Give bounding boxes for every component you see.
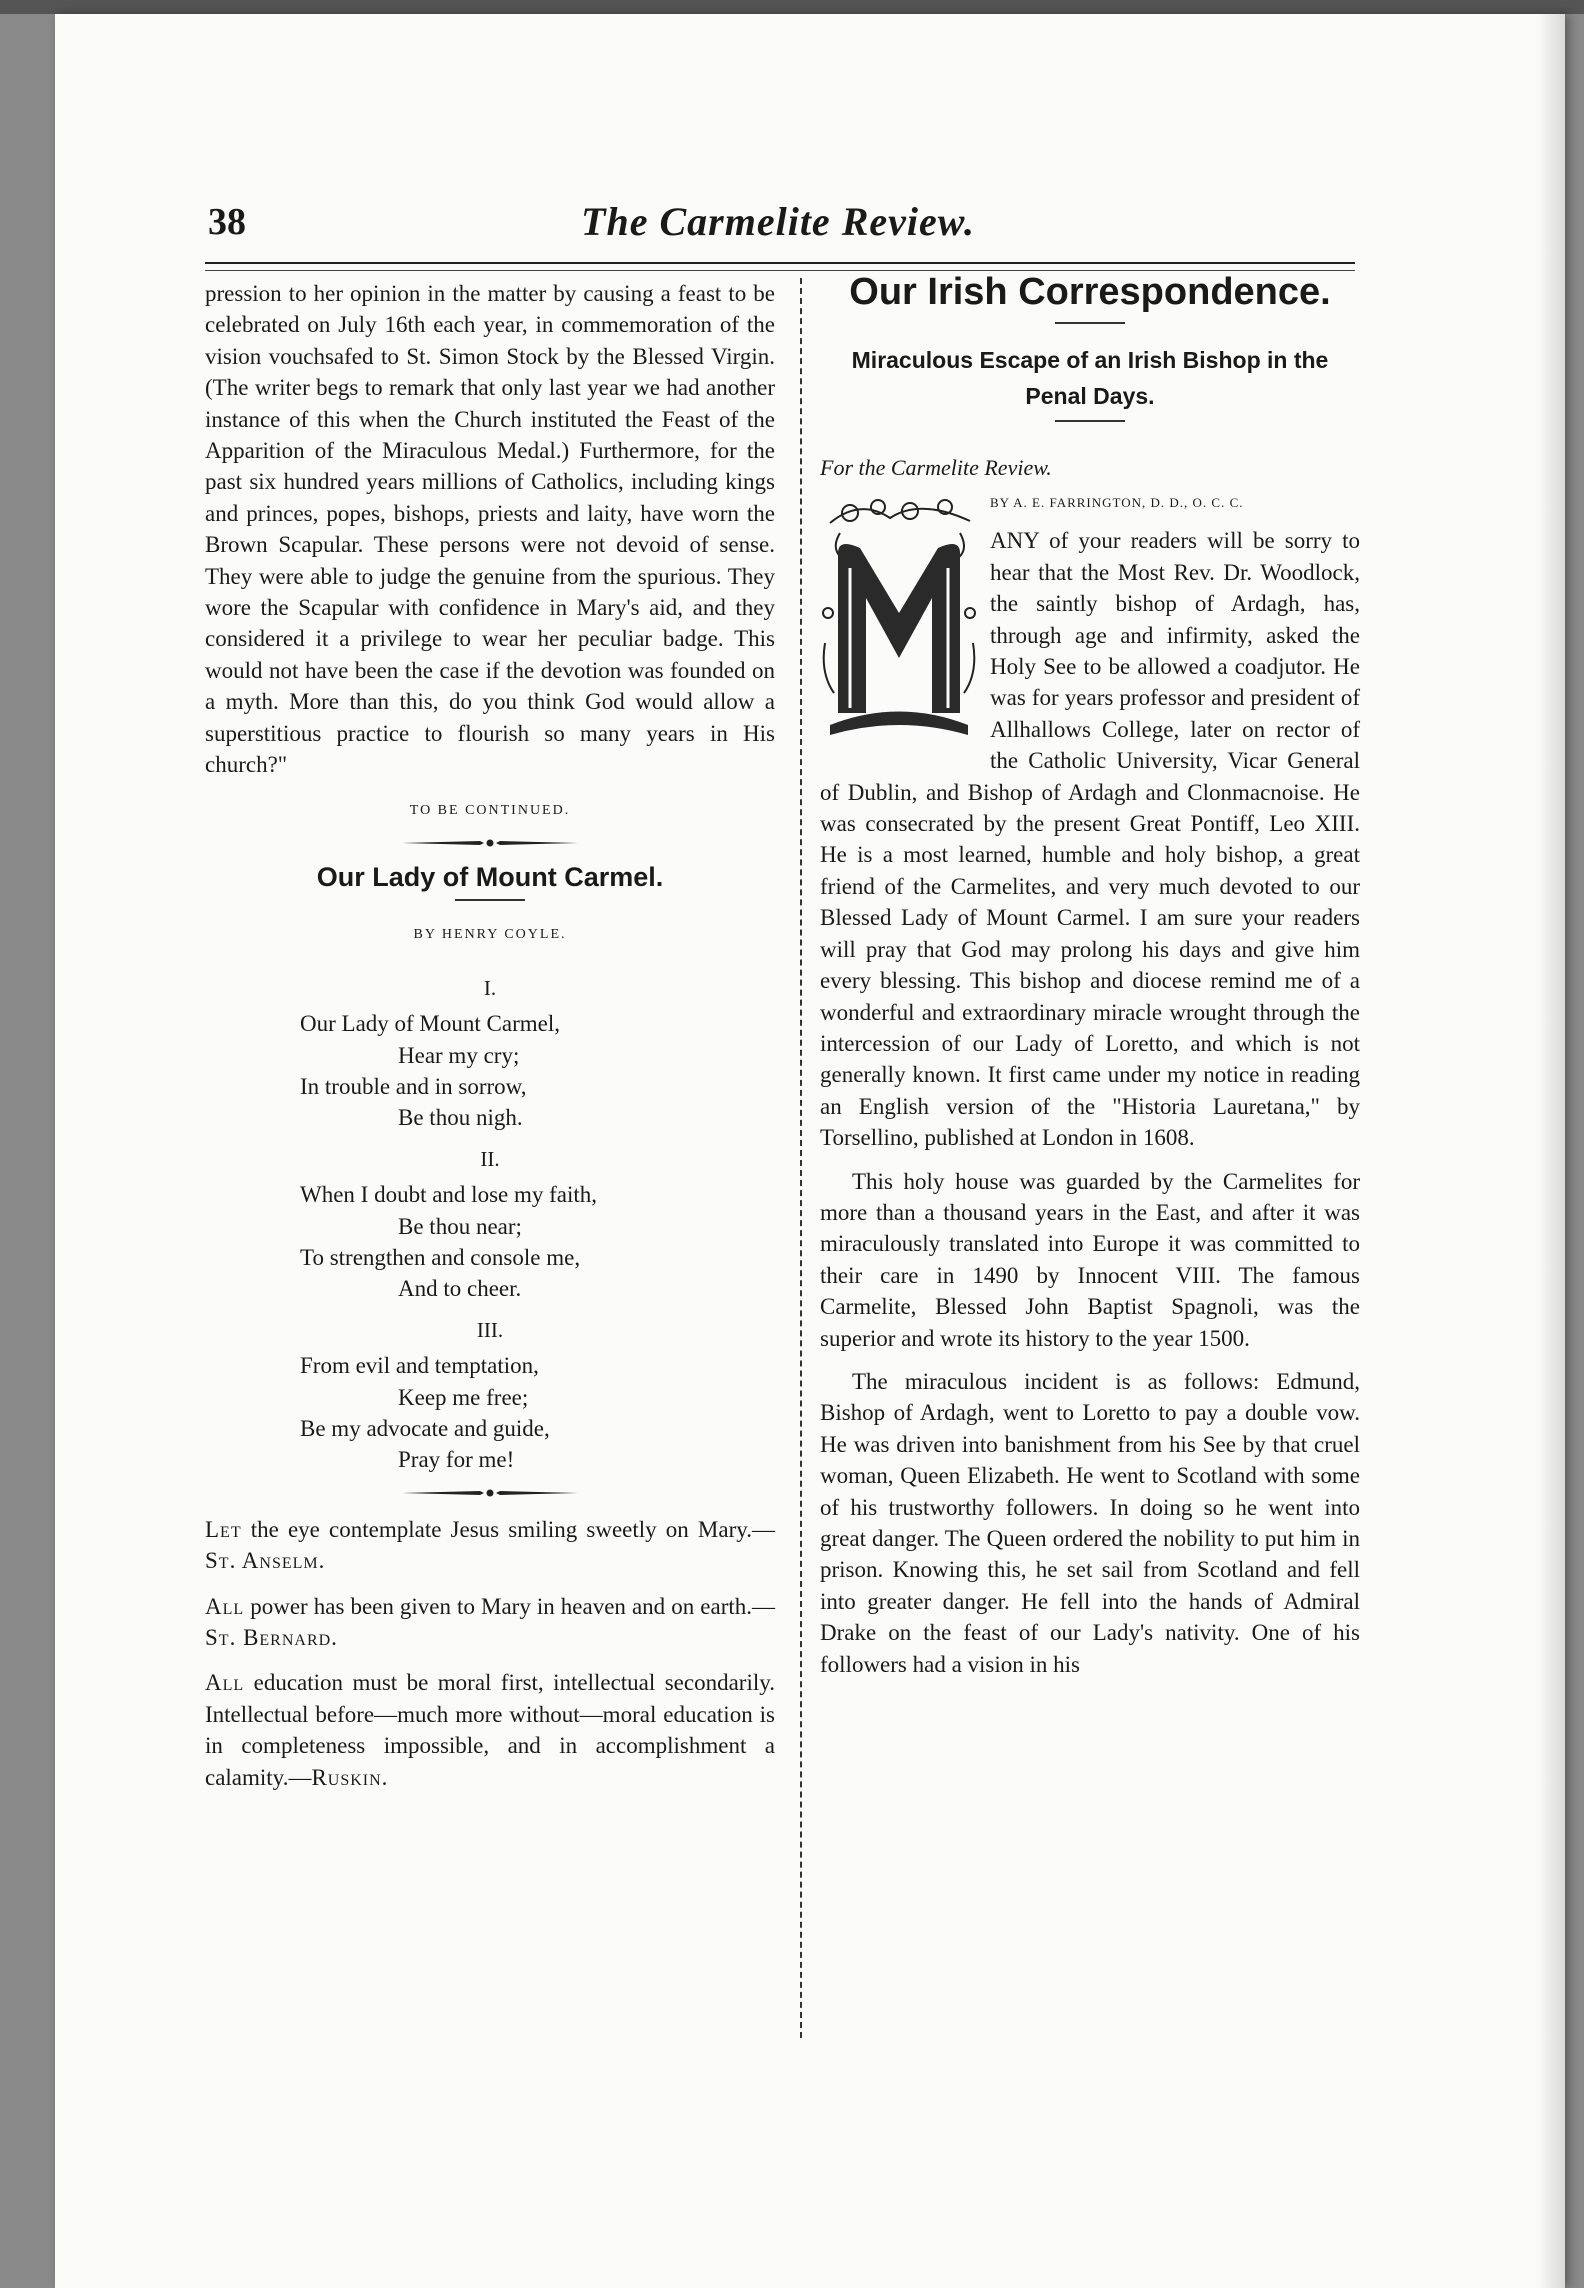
journal-title: The Carmelite Review.	[581, 199, 975, 244]
poem-line: Keep me free;	[398, 1384, 529, 1410]
article-paragraph: ANY of your readers will be sorry to hear that the Most Rev. Dr. Woodlock, the saintly bishop of Ardagh, has, through age and infirmity, asked the Holy See to be allowed a coadjutor. He was for years professor and president of Allhallows College, later on rector of the Catholic University, Vicar General of Dublin, and Bishop of Ardagh and Clonmacnoise. He was consecrated by the present Great Pontiff, Leo XIII. He is a most learned, humble and holy bishop, a great friend of the Carmelites, and very much devoted to our Blessed Lady of Mount Carmel. I am sure your readers will pray that God may prolong his days and give him every blessing. This bishop and diocese remind me of a wonderful and extraordinary miracle wrought through the intercession of our Lady of Loretto, and which is not generally known. It first came under my notice in reading an English version of the "Historia Lauretana," by Torsellino, published at London in 1608.	[820, 528, 1360, 1151]
stanza-number: I.	[483, 975, 497, 1000]
poem-line: Pray for me!	[398, 1447, 515, 1473]
stanza-number: II.	[480, 1146, 500, 1171]
quote-body: education must be moral first, intellectual secondarily. Intellectual before—much more without—moral education is in completeness impossible, and in accomplishment a calamity.—	[205, 1670, 775, 1790]
left-column	[205, 278, 775, 1793]
quote-attribution: St. Bernard.	[205, 1625, 338, 1651]
to-be-continued: TO BE CONTINUED.	[409, 802, 571, 818]
page-header	[208, 200, 1348, 254]
right-column	[820, 268, 1360, 1680]
article-subtitle: Miraculous Escape of an Irish Bishop in the Penal Days.	[851, 347, 1329, 409]
article-title: Our Irish Correspondence.	[849, 271, 1331, 313]
stanza-number: III.	[476, 1317, 504, 1342]
scan-edge	[0, 0, 1584, 14]
poem-title: Our Lady of Mount Carmel.	[316, 861, 664, 892]
poem-line: And to cheer.	[398, 1276, 522, 1302]
for-line: For the Carmelite Review.	[820, 455, 1052, 480]
quote-body: the eye contemplate Jesus smiling sweetly on Mary.—	[241, 1516, 775, 1542]
quote-paragraph	[205, 1514, 775, 1577]
ornament-divider	[400, 1486, 580, 1500]
page-number: 38	[208, 201, 246, 243]
article-paragraph: The miraculous incident is as follows: Edmund, Bishop of Ardagh, went to Loretto to pay a double vow. He was driven into banishment from his See by that cruel woman, Queen Elizabeth. He went to Scotland with some of his trustworthy followers. In doing so he went into great danger. The Queen ordered the nobility to put him in prison. Knowing this, he set sail from Scotland and fell into greater danger. He fell into the hands of Admiral Drake on the feast of our Lady's nativity. One of his followers had a vision in his	[820, 1368, 1360, 1677]
poem-byline: BY HENRY COYLE.	[413, 927, 567, 943]
poem-stanza	[300, 1008, 680, 1134]
continued-article-text: pression to her opinion in the matter by causing a feast to be celebrated on July 16th each year, in commemoration of the vision vouchsafed to St. Simon Stock by the Blessed Virgin. (The writer begs to remark that only last year we had another instance of this when the Church instituted the Feast of the Apparition of the Miraculous Medal.) Furthermore, for the past six hundred years millions of Catholics, including kings and princes, popes, bishops, priests and laity, have worn the Brown Scapular. These persons were not devoid of sense. They were able to judge the genuine from the spurious. They wore the Scapular with confidence in Mary's aid, and they considered it a privilege to wear her peculiar badge. This would not have been the case if the devotion was founded on a myth. More than this, do you think God would allow a superstitious practice to flourish so many years in His church?"	[205, 281, 775, 778]
poem-line: From evil and temptation,	[300, 1353, 539, 1379]
quote-body: power has been given to Mary in heaven and on earth.—	[244, 1593, 775, 1619]
ornament-divider	[400, 836, 580, 850]
short-rule	[1055, 420, 1125, 422]
poem-line: Be thou nigh.	[398, 1105, 523, 1131]
quote-lead: Let	[205, 1516, 242, 1542]
poem-line: Our Lady of Mount Carmel,	[300, 1011, 560, 1037]
short-rule	[1055, 322, 1125, 324]
column-divider	[800, 278, 802, 2038]
quote-attribution: Ruskin.	[311, 1764, 389, 1790]
poem-line: To strengthen and console me,	[300, 1244, 581, 1270]
article-paragraph: This holy house was guarded by the Carmelites for more than a thousand years in the East, and after it was miraculously translated into Europe it was committed to their care in 1490 by Innocent VIII. The famous Carmelite, Blessed John Baptist Spagnoli, was the superior and wrote its history to the year 1500.	[820, 1168, 1360, 1351]
short-rule	[455, 899, 525, 901]
poem-stanza	[300, 1350, 680, 1476]
quote-lead: All	[205, 1670, 245, 1696]
page-shadow	[1537, 14, 1565, 2288]
article-body	[820, 493, 1360, 1680]
poem-line: Be thou near;	[398, 1213, 522, 1239]
poem-line: When I doubt and lose my faith,	[300, 1182, 598, 1208]
poem-line: In trouble and in sorrow,	[300, 1073, 527, 1099]
poem-line: Be my advocate and guide,	[300, 1416, 550, 1441]
quote-lead: All	[205, 1593, 245, 1619]
decorated-initial-m	[820, 493, 978, 743]
poem-stanza	[300, 1179, 680, 1305]
quote-attribution: St. Anselm.	[205, 1548, 326, 1574]
article-author: BY A. E. FARRINGTON, D. D., O. C. C.	[990, 495, 1244, 511]
quote-paragraph	[205, 1591, 775, 1654]
quote-paragraph	[205, 1667, 775, 1793]
poem-line: Hear my cry;	[398, 1042, 520, 1068]
